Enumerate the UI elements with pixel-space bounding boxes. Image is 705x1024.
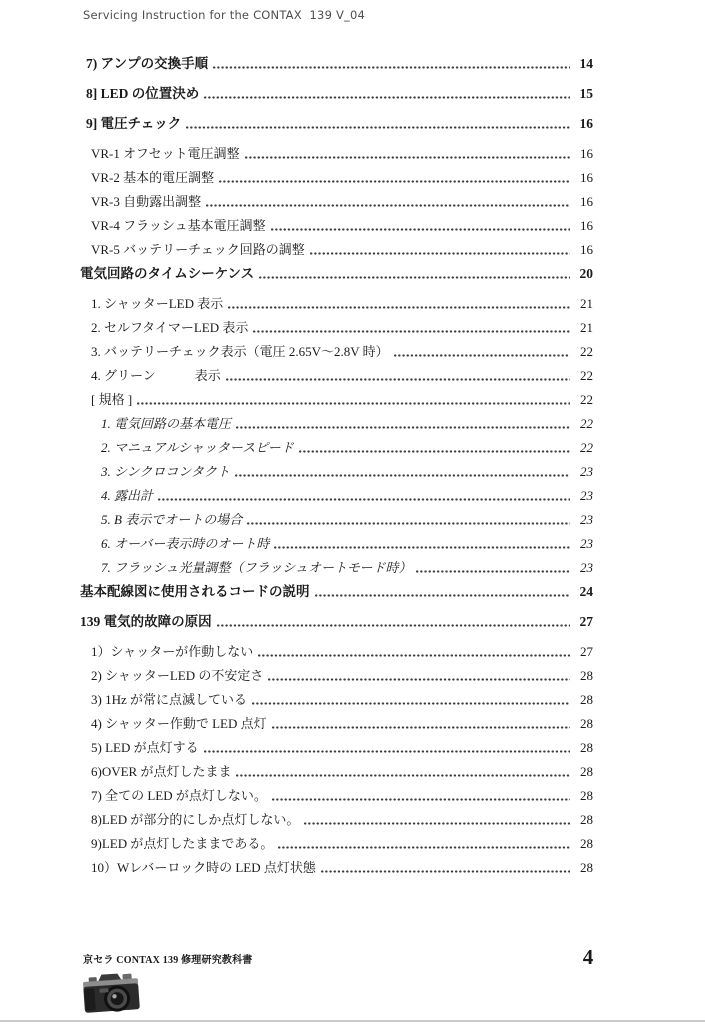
- toc-entry: [80, 194, 593, 210]
- dot-leader: [247, 522, 570, 525]
- toc-entry-label: 4. 露出計: [101, 488, 154, 503]
- toc-entry-page-number: 16: [579, 116, 593, 131]
- dot-leader: [304, 822, 570, 825]
- table-of-contents: [80, 50, 593, 884]
- running-header-title: Servicing Instruction for the CONTAX 139 V_04: [83, 8, 365, 22]
- dot-leader: [186, 126, 570, 129]
- dot-leader: [226, 378, 570, 381]
- toc-entry: [80, 512, 593, 528]
- dot-leader: [204, 750, 570, 753]
- toc-entry: [80, 464, 593, 480]
- dot-leader: [321, 870, 570, 873]
- dot-leader: [259, 276, 570, 279]
- toc-entry-page-number: 21: [580, 296, 593, 311]
- toc-entry-page-number: 16: [580, 146, 593, 161]
- toc-entry-label: 2. セルフタイマーLED 表示: [91, 320, 249, 335]
- toc-entry: [80, 584, 593, 600]
- toc-entry-page-number: 23: [580, 488, 593, 503]
- toc-entry-page-number: 28: [580, 668, 593, 683]
- toc-entry: [80, 146, 593, 162]
- toc-entry: [80, 242, 593, 258]
- toc-entry-page-number: 28: [580, 740, 593, 755]
- toc-entry-label: 4) シャッター作動で LED 点灯: [91, 716, 267, 731]
- toc-entry-page-number: 28: [580, 836, 593, 851]
- page-number: 4: [582, 945, 594, 969]
- toc-entry-label: 1）シャッターが作動しない: [91, 644, 254, 659]
- toc-entry: [80, 344, 593, 360]
- dot-leader: [278, 846, 570, 849]
- toc-entry: [80, 614, 593, 630]
- toc-entry-label: 7) アンプの交換手順: [86, 56, 209, 71]
- dot-leader: [271, 228, 570, 231]
- toc-entry: [80, 692, 593, 708]
- toc-entry: [80, 644, 593, 660]
- toc-entry: [80, 668, 593, 684]
- dot-leader: [274, 546, 570, 549]
- dot-leader: [268, 678, 570, 681]
- toc-entry-page-number: 20: [579, 266, 593, 281]
- toc-entry: [80, 56, 593, 72]
- toc-entry-label: VR-2 基本的電圧調整: [91, 170, 215, 185]
- toc-entry-page-number: 21: [580, 320, 593, 335]
- toc-entry: [80, 716, 593, 732]
- toc-entry-label: 3. シンクロコンタクト: [101, 464, 230, 479]
- toc-entry: [80, 764, 593, 780]
- toc-entry: [80, 536, 593, 552]
- camera-photo-icon: [80, 969, 144, 1017]
- toc-entry-page-number: 22: [580, 416, 593, 431]
- toc-entry-page-number: 23: [580, 536, 593, 551]
- dot-leader: [206, 204, 570, 207]
- toc-entry: [80, 266, 593, 282]
- dot-leader: [258, 654, 570, 657]
- toc-entry-label: 7) 全ての LED が点灯しない。: [91, 788, 267, 803]
- dot-leader: [299, 450, 570, 453]
- toc-entry-page-number: 28: [580, 812, 593, 827]
- toc-entry-page-number: 22: [580, 392, 593, 407]
- toc-entry: [80, 368, 593, 384]
- toc-entry: [80, 296, 593, 312]
- dot-leader: [235, 474, 570, 477]
- toc-entry-page-number: 16: [580, 242, 593, 257]
- toc-entry-label: 2) シャッターLED の不安定さ: [91, 668, 264, 683]
- toc-entry-label: [ 規格 ]: [91, 392, 133, 407]
- toc-entry: [80, 86, 593, 102]
- dot-leader: [236, 426, 570, 429]
- toc-entry: [80, 320, 593, 336]
- toc-entry-page-number: 28: [580, 692, 593, 707]
- toc-entry: [80, 416, 593, 432]
- toc-entry-page-number: 24: [579, 584, 593, 599]
- toc-entry-page-number: 22: [580, 344, 593, 359]
- toc-entry: [80, 392, 593, 408]
- dot-leader: [315, 594, 571, 597]
- toc-entry-page-number: 27: [580, 644, 593, 659]
- toc-entry-label: 1. シャッターLED 表示: [91, 296, 224, 311]
- dot-leader: [137, 402, 570, 405]
- toc-entry-label: VR-4 フラッシュ基本電圧調整: [91, 218, 266, 233]
- toc-entry: [80, 440, 593, 456]
- toc-entry-label: 8)LED が部分的にしか点灯しない。: [91, 812, 300, 827]
- toc-entry: [80, 116, 593, 132]
- toc-entry-page-number: 16: [580, 218, 593, 233]
- toc-entry-label: 4. グリーン 表示: [91, 368, 221, 383]
- toc-entry-page-number: 22: [580, 440, 593, 455]
- toc-entry-label: 139 電気的故障の原因: [80, 614, 212, 629]
- toc-entry: [80, 170, 593, 186]
- dot-leader: [219, 180, 570, 183]
- dot-leader: [228, 306, 570, 309]
- toc-entry-label: 1. 電気回路の基本電圧: [101, 416, 232, 431]
- toc-entry-page-number: 14: [579, 56, 593, 71]
- toc-entry-page-number: 16: [580, 170, 593, 185]
- dot-leader: [272, 726, 570, 729]
- dot-leader: [213, 66, 570, 69]
- toc-entry-label: 10）Wレバーロック時の LED 点灯状態: [91, 860, 316, 875]
- toc-entry: [80, 836, 593, 852]
- dot-leader: [245, 156, 570, 159]
- toc-entry: [80, 860, 593, 876]
- toc-entry-label: 6. オーバー表示時のオート時: [101, 536, 270, 551]
- dot-leader: [253, 330, 570, 333]
- toc-entry-page-number: 15: [579, 86, 593, 101]
- toc-entry-label: 6)OVER が点灯したまま: [91, 764, 232, 779]
- toc-entry-page-number: 22: [580, 368, 593, 383]
- toc-entry: [80, 488, 593, 504]
- toc-entry: [80, 740, 593, 756]
- toc-entry-label: 2. マニュアルシャッタースピード: [101, 440, 294, 455]
- dot-leader: [272, 798, 570, 801]
- toc-entry: [80, 788, 593, 804]
- toc-entry-label: 3. バッテリーチェック表示（電圧 2.65V～2.8V 時）: [91, 344, 389, 359]
- toc-entry: [80, 812, 593, 828]
- toc-entry-label: 7. フラッシュ光量調整（フラッシュオートモード時）: [101, 560, 412, 575]
- toc-entry-page-number: 28: [580, 860, 593, 875]
- dot-leader: [204, 96, 570, 99]
- toc-entry-label: 8] LED の位置決め: [86, 86, 200, 101]
- toc-entry-page-number: 16: [580, 194, 593, 209]
- toc-entry-label: VR-5 バッテリーチェック回路の調整: [91, 242, 305, 257]
- toc-entry-page-number: 23: [580, 560, 593, 575]
- toc-entry-page-number: 23: [580, 512, 593, 527]
- page-bottom-rule: [0, 1020, 705, 1022]
- dot-leader: [236, 774, 570, 777]
- toc-entry-label: VR-3 自動露出調整: [91, 194, 202, 209]
- toc-entry-label: 電気回路のタイムシーケンス: [80, 266, 255, 281]
- toc-entry-label: 3) 1Hz が常に点滅している: [91, 692, 247, 707]
- toc-entry-page-number: 23: [580, 464, 593, 479]
- toc-entry: [80, 218, 593, 234]
- dot-leader: [217, 624, 570, 627]
- dot-leader: [394, 354, 570, 357]
- toc-entry-label: 5) LED が点灯する: [91, 740, 199, 755]
- toc-entry-page-number: 28: [580, 788, 593, 803]
- toc-entry-page-number: 28: [580, 764, 593, 779]
- toc-entry-label: 基本配線図に使用されるコードの説明: [80, 584, 310, 599]
- toc-entry-label: VR-1 オフセット電圧調整: [91, 146, 240, 161]
- dot-leader: [158, 498, 570, 501]
- toc-entry-page-number: 28: [580, 716, 593, 731]
- footer-book-title: 京セラ CONTAX 139 修理研究教科書: [83, 955, 253, 966]
- toc-entry: [80, 560, 593, 576]
- toc-entry-label: 9)LED が点灯したままである。: [91, 836, 274, 851]
- dot-leader: [416, 570, 570, 573]
- toc-entry-label: 9] 電圧チェック: [86, 116, 182, 131]
- dot-leader: [310, 252, 570, 255]
- toc-entry-label: 5. B 表示でオートの場合: [101, 512, 243, 527]
- toc-entry-page-number: 27: [579, 614, 593, 629]
- dot-leader: [252, 702, 570, 705]
